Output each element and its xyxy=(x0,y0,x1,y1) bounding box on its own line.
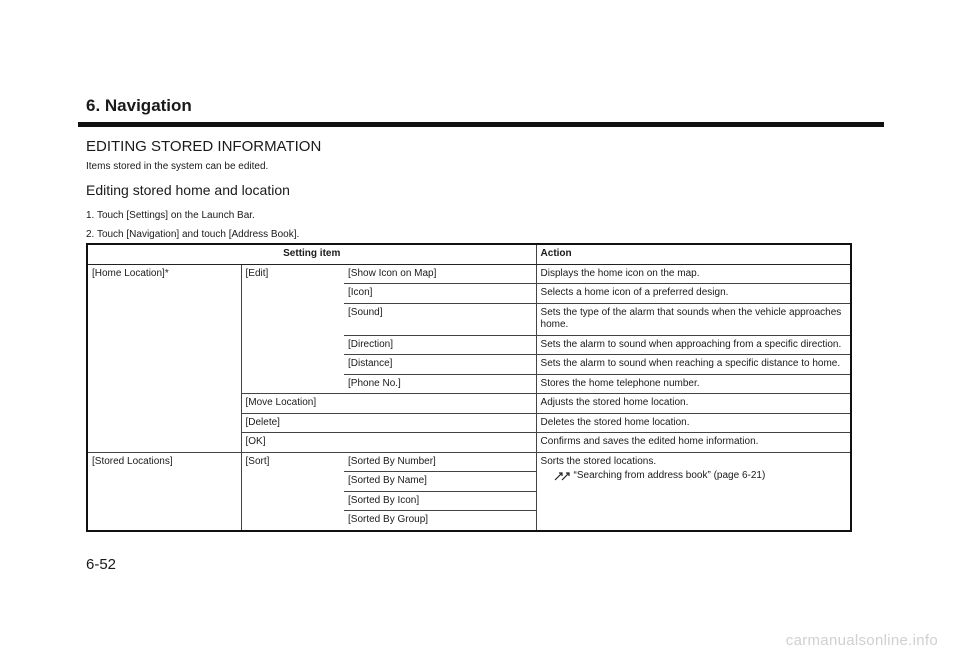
sort-reference xyxy=(541,470,847,483)
table-header-row xyxy=(87,244,851,264)
cell-sorted-number: [Sorted By Number] xyxy=(344,452,536,472)
cell-sorted-group: [Sorted By Group] xyxy=(348,514,429,525)
cell-show-icon-action: Displays the home icon on the map. xyxy=(536,264,851,284)
cell-show-icon: [Show Icon on Map] xyxy=(344,264,536,284)
cell-icon-action: Selects a home icon of a preferred design. xyxy=(536,284,851,304)
cell-sort-action xyxy=(536,452,851,531)
cell-phone-action: Stores the home telephone number. xyxy=(536,374,851,394)
cell-sorted-name: [Sorted By Name] xyxy=(344,472,536,492)
cell-distance: [Distance] xyxy=(344,355,536,375)
cell-move-location: [Move Location] xyxy=(241,394,536,414)
watermark: carmanualsonline.info xyxy=(785,632,938,649)
sort-action-text: Sorts the stored locations. xyxy=(540,455,657,467)
cell-direction: [Direction] xyxy=(344,335,536,355)
cell-icon: [Icon] xyxy=(344,284,536,304)
cell-edit: [Edit] xyxy=(241,264,344,394)
header-setting-item: Setting item xyxy=(87,244,536,264)
cell-phone: [Phone No.] xyxy=(344,374,536,394)
cell-delete: [Delete] xyxy=(241,413,536,433)
chapter-title: 6. Navigation xyxy=(86,96,192,115)
sort-reference-text: “Searching from address book” (page 6-21) xyxy=(573,470,766,481)
table-row xyxy=(87,452,851,472)
step-2: 2. Touch [Navigation] and touch [Address Book]. xyxy=(86,229,300,240)
cell-direction-action: Sets the alarm to sound when approaching from a specific direction. xyxy=(536,335,851,355)
cell-delete-action: Deletes the stored home location. xyxy=(536,413,851,433)
steps-list xyxy=(86,206,299,244)
reference-arrow-icon xyxy=(553,470,571,482)
page-number: 6-52 xyxy=(86,556,117,573)
cell-sound-action: Sets the type of the alarm that sounds when the vehicle approaches home. xyxy=(536,303,851,335)
header-action: Action xyxy=(536,244,851,264)
cell-sound: [Sound] xyxy=(344,303,536,335)
section-title: EDITING STORED INFORMATION xyxy=(86,138,322,155)
cell-ok: [OK] xyxy=(241,433,536,453)
cell-sort: [Sort] xyxy=(241,452,344,531)
cell-stored-locations: [Stored Locations] xyxy=(92,455,173,467)
intro-text: Items stored in the system can be edited. xyxy=(86,161,269,172)
cell-distance-action: Sets the alarm to sound when reaching a specific distance to home. xyxy=(536,355,851,375)
cell-ok-action: Confirms and saves the edited home information. xyxy=(536,433,851,453)
subsection-title: Editing stored home and location xyxy=(86,182,290,198)
cell-home-location: [Home Location]* xyxy=(87,264,241,452)
cell-move-location-action: Adjusts the stored home location. xyxy=(536,394,851,414)
chapter-divider xyxy=(78,122,884,127)
step-1: 1. Touch [Settings] on the Launch Bar. xyxy=(86,210,255,221)
settings-table xyxy=(86,243,852,532)
table-row xyxy=(87,264,851,284)
cell-sorted-icon: [Sorted By Icon] xyxy=(344,491,536,511)
